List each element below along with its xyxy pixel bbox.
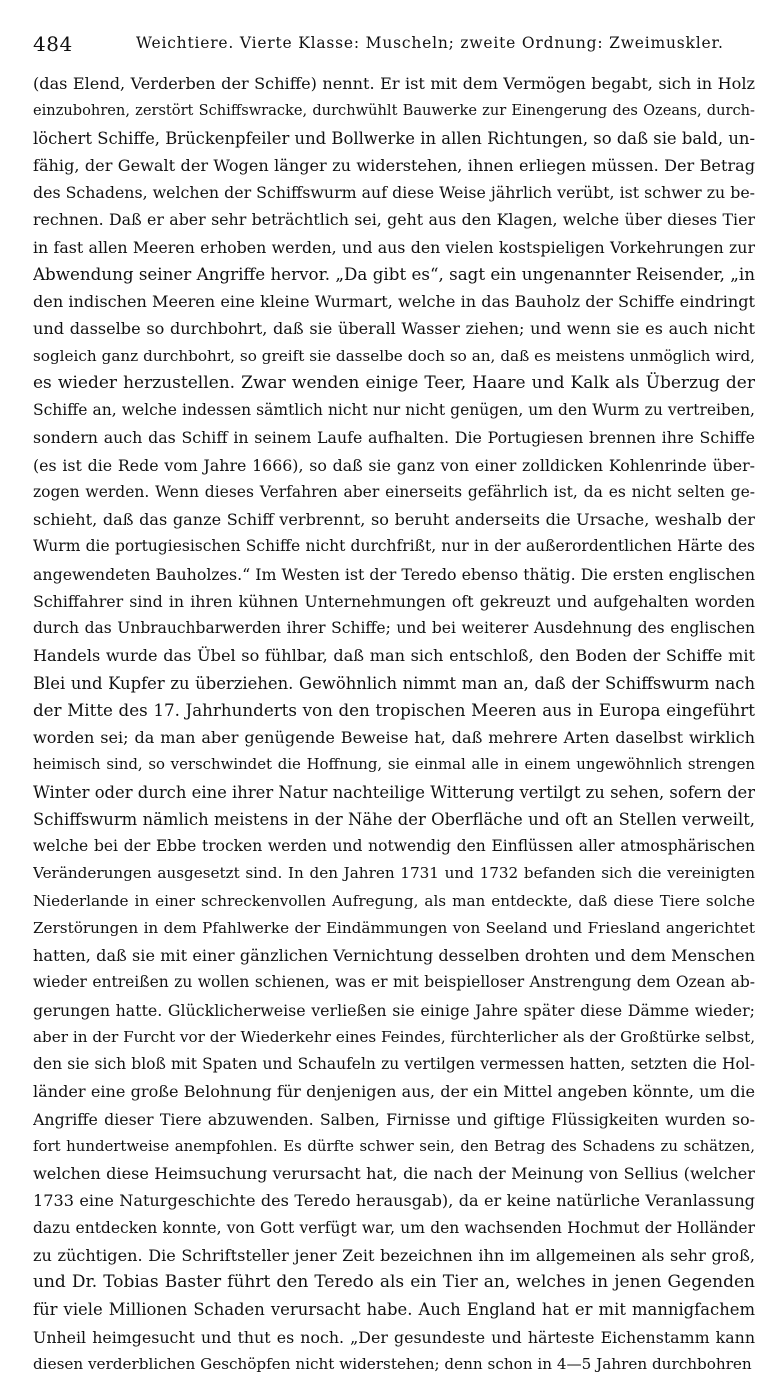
text-line: rechnen. Daß er aber sehr beträchtlich sei, geht aus den Klagen, welche über dieses Tier: [33, 210, 755, 230]
text-line: Abwendung seiner Angriffe hervor. „Da gibt es“, sagt ein ungenannter Reisender, „in: [33, 263, 755, 284]
text-line: Niederlande in einer schreckenvollen Aufregung, als man entdeckte, daß diese Tiere solche: [33, 891, 755, 910]
text-line: wieder entreißen zu wollen schienen, was er mit beispielloser Anstrengung dem Ozean ab-: [33, 973, 755, 992]
text-line: sondern auch das Schiff in seinem Laufe aufhalten. Die Portugiesen brennen ihre Schiffe: [33, 428, 755, 448]
text-line: worden sei; da man aber genügende Beweise hat, daß mehrere Arten daselbst wirklich: [33, 728, 755, 747]
text-line: Schiffswurm nämlich meistens in der Nähe der Oberfläche und oft an Stellen verweilt,: [33, 809, 755, 829]
text-line: und Dr. Tobias Baster führt den Teredo als ein Tier an, welches in jenen Gegenden: [33, 1272, 755, 1292]
text-line: gerungen hatte. Glücklicherweise verließen sie einige Jahre später diese Dämme wieder;: [33, 1000, 755, 1020]
text-line: diesen verderblichen Geschöpfen nicht widerstehen; denn schon in 4—5 Jahren durchbohren: [33, 1354, 752, 1373]
text-line: löchert Schiffe, Brückenpfeiler und Bollwerke in allen Richtungen, so daß sie bald, un-: [33, 128, 755, 148]
text-line: des Schadens, welchen der Schiffswurm auf diese Weise jährlich verübt, ist schwer zu be-: [33, 183, 755, 202]
text-line: Winter oder durch eine ihrer Natur nachteilige Witterung vertilgt zu sehen, sofern der: [33, 782, 755, 802]
text-line: Schiffe an, welche indessen sämtlich nicht nur nicht genügen, um den Wurm zu vertreiben,: [33, 401, 755, 419]
text-line: aber in der Furcht vor der Wiederkehr eines Feindes, fürchterlicher als der Großtürke selbst,: [33, 1027, 755, 1046]
text-line: Zerstörungen in dem Pfahlwerke der Eindämmungen von Seeland und Friesland angerichtet: [33, 918, 755, 937]
text-line: durch das Unbrauchbarwerden ihrer Schiffe; und bei weiterer Ausdehnung des englischen: [33, 619, 755, 637]
text-line: der Mitte des 17. Jahrhunderts von den tropischen Meeren aus in Europa eingeführt: [33, 699, 755, 720]
text-line: Wurm die portugiesischen Schiffe nicht durchfrißt, nur in der außerordentlichen Härte des: [33, 537, 755, 556]
text-line: den sie sich bloß mit Spaten und Schaufeln zu vertilgen vermessen hatten, setzten die Hol-: [33, 1055, 755, 1073]
text-line: 1733 eine Naturgeschichte des Teredo herausgab), da er keine natürliche Veranlassung: [33, 1191, 755, 1211]
text-line: angewendeten Bauholzes.“ Im Westen ist der Teredo ebenso thätig. Die ersten englischen: [33, 564, 755, 584]
text-line: (es ist die Rede vom Jahre 1666), so daß sie ganz von einer zolldicken Kohlenrinde über-: [33, 455, 755, 475]
text-line: zogen werden. Wenn dieses Verfahren aber einerseits gefährlich ist, da es nicht selten ge-: [33, 482, 755, 501]
running-title: Weichtiere. Vierte Klasse: Muscheln; zweite Ordnung: Zweimuskler.: [136, 34, 724, 52]
text-line: einzubohren, zerstört Schiffswracke, durchwühlt Bauwerke zur Einengerung des Ozeans, durch-: [33, 102, 755, 120]
text-line: den indischen Meeren eine kleine Wurmart, welche in das Bauholz der Schiffe eindringt: [33, 292, 755, 311]
text-line: Unheil heimgesucht und thut es noch. „Der gesundeste und härteste Eichenstamm kann: [33, 1327, 755, 1347]
text-line: fort hundertweise anempfohlen. Es dürfte schwer sein, den Betrag des Schadens zu schätzen,: [33, 1136, 755, 1155]
text-line: Schiffahrer sind in ihren kühnen Unternehmungen oft gekreuzt und aufgehalten worden: [33, 591, 755, 611]
text-line: welche bei der Ebbe trocken werden und notwendig den Einflüssen aller atmosphärischen: [33, 837, 755, 855]
text-line: sogleich ganz durchbohrt, so greift sie dasselbe doch so an, daß es meistens unmöglich wird,: [33, 346, 755, 365]
text-line: Angriffe dieser Tiere abzuwenden. Salben, Firnisse und giftige Flüssigkeiten wurden so-: [33, 1109, 755, 1129]
text-line: fähig, der Gewalt der Wogen länger zu widerstehen, ihnen erliegen müssen. Der Betrag: [33, 155, 755, 175]
text-line: für viele Millionen Schaden verursacht habe. Auch England hat er mit mannigfachem: [33, 1300, 755, 1320]
text-line: in fast allen Meeren erhoben werden, und aus den vielen kostspieligen Vorkehrungen zur: [33, 237, 755, 257]
text-line: Blei und Kupfer zu überziehen. Gewöhnlich nimmt man an, daß der Schiffswurm nach: [33, 673, 755, 693]
text-line: welchen diese Heimsuchung verursacht hat, die nach der Meinung von Sellius (welcher: [33, 1164, 755, 1183]
text-line: und dasselbe so durchbohrt, daß sie überall Wasser ziehen; und wenn sie es auch nicht: [33, 319, 755, 339]
text-line: es wieder herzustellen. Zwar wenden einige Teer, Haare und Kalk als Überzug der: [33, 372, 755, 393]
text-line: heimisch sind, so verschwindet die Hoffnung, sie einmal alle in einem ungewöhnlich strengen: [33, 755, 755, 774]
text-line: hatten, daß sie mit einer gänzlichen Vernichtung desselben drohten und dem Menschen: [33, 946, 755, 965]
text-line: Handels wurde das Übel so fühlbar, daß man sich entschloß, den Boden der Schiffe mit: [33, 646, 755, 666]
text-line: länder eine große Belohnung für denjenigen aus, der ein Mittel angeben könnte, um die: [33, 1082, 755, 1102]
body-text: [33, 70, 755, 1378]
running-head: [0, 0, 781, 62]
text-line: Veränderungen ausgesetzt sind. In den Jahren 1731 und 1732 befanden sich die vereinigten: [33, 864, 755, 883]
text-line: schieht, daß das ganze Schiff verbrennt, so beruht anderseits die Ursache, weshalb der: [33, 510, 755, 529]
page-number: 484: [33, 32, 73, 56]
text-line: (das Elend, Verderben der Schiffe) nennt. Er ist mit dem Vermögen begabt, sich in Holz: [33, 74, 755, 93]
text-line: dazu entdecken konnte, von Gott verfügt war, um den wachsenden Hochmut der Holländer: [33, 1218, 755, 1237]
text-line: zu züchtigen. Die Schriftsteller jener Zeit bezeichnen ihn im allgemeinen als sehr groß,: [33, 1245, 755, 1265]
